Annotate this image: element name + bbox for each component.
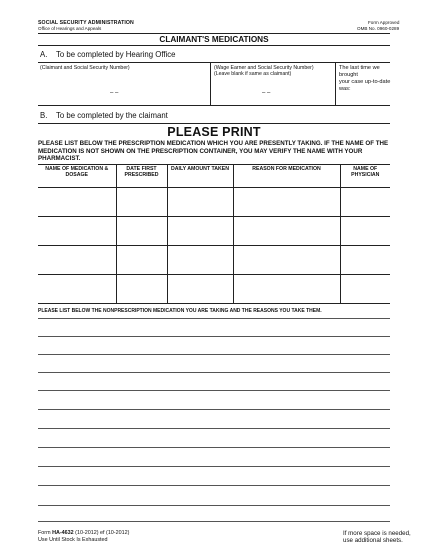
more-space-line-2: use additional sheets. (343, 537, 403, 544)
medication-cell[interactable] (38, 217, 116, 246)
nonprescription-line[interactable] (38, 390, 390, 391)
form-approved-label: Form Approved (368, 20, 400, 25)
more-space-line-1: If more space is needed, (343, 530, 411, 537)
date-cell[interactable] (116, 246, 167, 275)
date-cell[interactable] (116, 188, 167, 217)
col-header-amount: DAILY AMOUNT TAKEN (167, 165, 233, 188)
medication-cell[interactable] (38, 246, 116, 275)
physician-cell[interactable] (340, 275, 390, 304)
stock-note: Use Until Stock Is Exhausted (38, 536, 108, 543)
top-rule (38, 33, 390, 34)
last-update-field[interactable] (339, 65, 391, 93)
reason-cell[interactable] (233, 188, 340, 217)
nonprescription-instructions: PLEASE LIST BELOW THE NONPRESCRIPTION MEDICATION YOU ARE TAKING AND THE REASONS YOU TAKE THEM. (38, 308, 322, 314)
section-b-rule (38, 123, 390, 124)
omb-number: OMB No. 0960-0289 (357, 26, 400, 31)
agency-name: SOCIAL SECURITY ADMINISTRATION (38, 20, 134, 26)
wage-earner-ssn-field[interactable] (214, 65, 314, 77)
box-divider (335, 63, 336, 105)
claimant-ssn-separator: – – (110, 90, 119, 96)
nonprescription-line[interactable] (38, 318, 390, 319)
date-cell[interactable] (116, 275, 167, 304)
nonprescription-line[interactable] (38, 485, 390, 486)
wage-earner-ssn-separator: – – (262, 90, 271, 96)
nonprescription-line[interactable] (38, 372, 390, 373)
section-a-label: To be completed by Hearing Office (56, 50, 176, 59)
reason-cell[interactable] (233, 275, 340, 304)
table-row (38, 246, 390, 275)
form-number-line (38, 530, 129, 537)
physician-cell[interactable] (340, 217, 390, 246)
please-print-heading: PLEASE PRINT (167, 125, 261, 139)
nonprescription-line[interactable] (38, 521, 390, 522)
physician-cell[interactable] (340, 188, 390, 217)
last-update-label-1: The last time we brought (339, 65, 380, 78)
table-header-row (38, 165, 390, 188)
amount-cell[interactable] (167, 275, 233, 304)
amount-cell[interactable] (167, 246, 233, 275)
physician-cell[interactable] (340, 246, 390, 275)
form-prefix: Form (38, 530, 53, 536)
wage-earner-label: (Wage Earner and Social Security Number) (214, 65, 314, 71)
table-row (38, 188, 390, 217)
section-b-heading (40, 111, 168, 120)
form-number-footer (38, 530, 129, 543)
medication-cell[interactable] (38, 188, 116, 217)
nonprescription-line[interactable] (38, 428, 390, 429)
claimant-ssn-field[interactable]: (Claimant and Social Security Number) (40, 65, 130, 71)
wage-earner-note: (Leave blank if same as claimant) (214, 71, 292, 77)
amount-cell[interactable] (167, 217, 233, 246)
reason-cell[interactable] (233, 246, 340, 275)
last-update-label-2: your case up-to-date was: (339, 79, 391, 92)
prescription-table (38, 164, 390, 304)
form-number: HA-4632 (52, 530, 74, 536)
form-title: CLAIMANT'S MEDICATIONS (159, 35, 269, 44)
col-header-physician: NAME OF PHYSICIAN (340, 165, 390, 188)
col-header-date: DATE FIRST PRESCRIBED (116, 165, 167, 188)
title-rule (38, 45, 390, 46)
col-header-medication: NAME OF MEDICATION & DOSAGE (38, 165, 116, 188)
box-divider (210, 63, 211, 105)
nonprescription-line[interactable] (38, 354, 390, 355)
table-row (38, 275, 390, 304)
nonprescription-line[interactable] (38, 466, 390, 467)
nonprescription-line[interactable] (38, 336, 390, 337)
section-b-label: To be completed by the claimant (56, 111, 168, 120)
section-a-heading (40, 50, 175, 59)
nonprescription-line[interactable] (38, 409, 390, 410)
amount-cell[interactable] (167, 188, 233, 217)
form-edition: (10-2012) ef (10-2012) (73, 530, 130, 536)
table-row (38, 217, 390, 246)
date-cell[interactable] (116, 217, 167, 246)
office-name: Office of Hearings and Appeals (38, 26, 102, 31)
prescription-instructions: PLEASE LIST BELOW THE PRESCRIPTION MEDICATION WHICH YOU ARE PRESENTLY TAKING. IF THE NAME OF THE MEDICATION IS NOT SHOWN ON THE PRESCRIPTION CONTAINER, YOU MAY VERIFY THE NAME WITH YOUR PHARMACIST. (38, 140, 389, 163)
medication-cell[interactable] (38, 275, 116, 304)
reason-cell[interactable] (233, 217, 340, 246)
section-b-letter: B. (40, 111, 48, 120)
section-a-letter: A. (40, 50, 48, 59)
nonprescription-line[interactable] (38, 505, 390, 506)
col-header-reason: REASON FOR MEDICATION (233, 165, 340, 188)
nonprescription-line[interactable] (38, 447, 390, 448)
more-space-note (343, 530, 411, 544)
